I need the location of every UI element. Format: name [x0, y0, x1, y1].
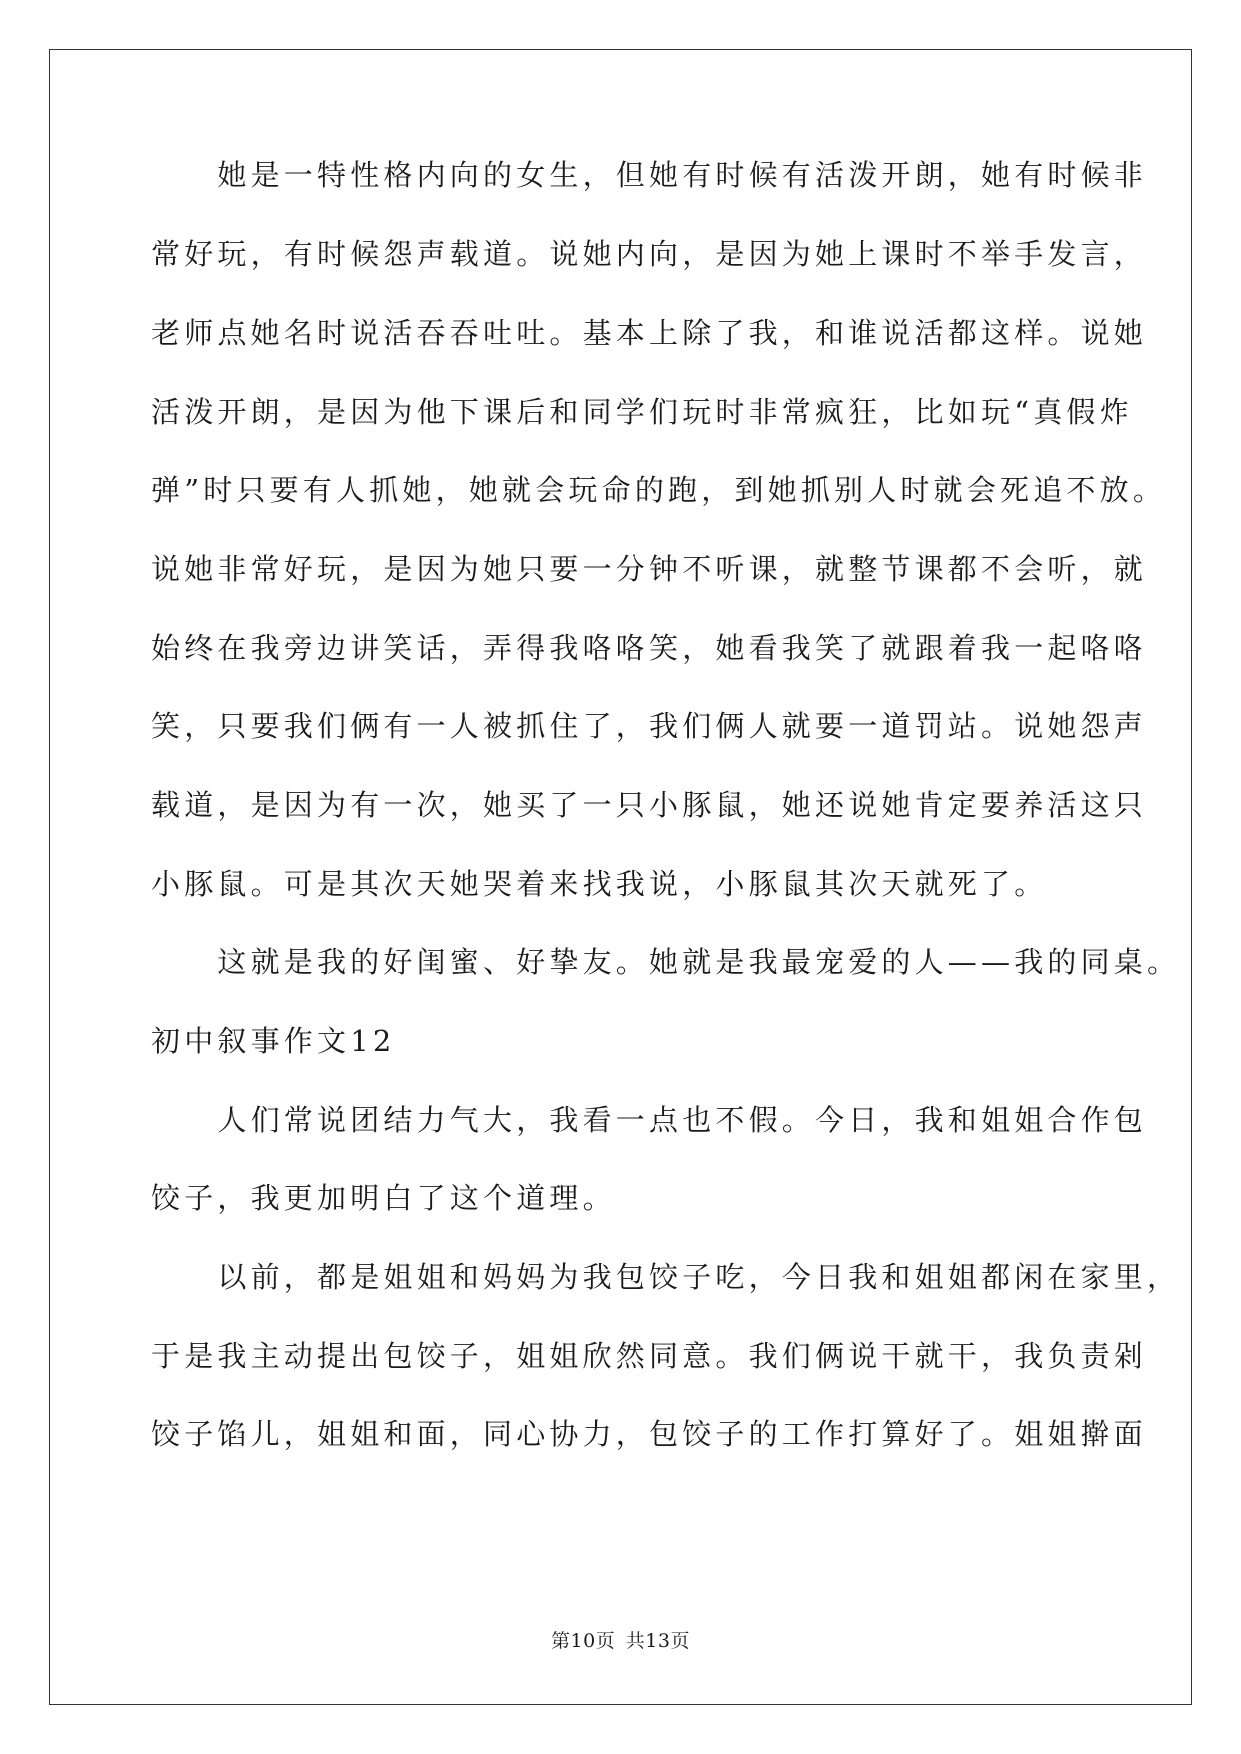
text-line: 载道，是因为有一次，她买了一只小豚鼠，她还说她肯定要养活这只: [151, 788, 1148, 822]
text-line: 以前，都是姐姐和妈妈为我包饺子吃，今日我和姐姐都闲在家里，: [151, 1260, 1181, 1294]
text-line: 笑，只要我们俩有一人被抓住了，我们俩人就要一道罚站。说她怨声: [151, 709, 1148, 743]
page-number-total: 共13页: [625, 1630, 690, 1652]
text-line: 这就是我的好闺蜜、好挚友。她就是我最宠爱的人——我的同桌。: [151, 945, 1181, 979]
text-line: 老师点她名时说活吞吞吐吐。基本上除了我，和谁说活都这样。说她: [151, 316, 1148, 350]
text-line: 活泼开朗，是因为他下课后和同学们玩时非常疯狂，比如玩“真假炸: [151, 395, 1133, 429]
text-line: 于是我主动提出包饺子，姐姐欣然同意。我们俩说干就干，我负责剁: [151, 1339, 1148, 1373]
text-line: 始终在我旁边讲笑话，弄得我咯咯笑，她看我笑了就跟着我一起咯咯: [151, 631, 1148, 665]
text-line: 人们常说团结力气大，我看一点也不假。今日，我和姐姐合作包: [151, 1103, 1148, 1137]
section-heading: 初中叙事作文12: [151, 1024, 396, 1058]
text-line: 饺子，我更加明白了这个道理。: [151, 1181, 616, 1215]
text-line: 小豚鼠。可是其次天她哭着来找我说，小豚鼠其次天就死了。: [151, 867, 1048, 901]
text-line: 弹”时只要有人抓她，她就会玩命的跑，到她抓别人时就会死追不放。: [151, 473, 1167, 507]
text-line: 饺子馅儿，姐姐和面，同心协力，包饺子的工作打算好了。姐姐擀面: [151, 1417, 1148, 1451]
text-line: 说她非常好玩，是因为她只要一分钟不听课，就整节课都不会听，就: [151, 552, 1148, 586]
text-line: 她是一特性格内向的女生，但她有时候有活泼开朗，她有时候非: [151, 158, 1148, 192]
text-line: 常好玩，有时候怨声载道。说她内向，是因为她上课时不举手发言，: [151, 237, 1148, 271]
page-number-current: 第10页: [551, 1630, 616, 1652]
page-footer: [0, 1629, 1241, 1653]
